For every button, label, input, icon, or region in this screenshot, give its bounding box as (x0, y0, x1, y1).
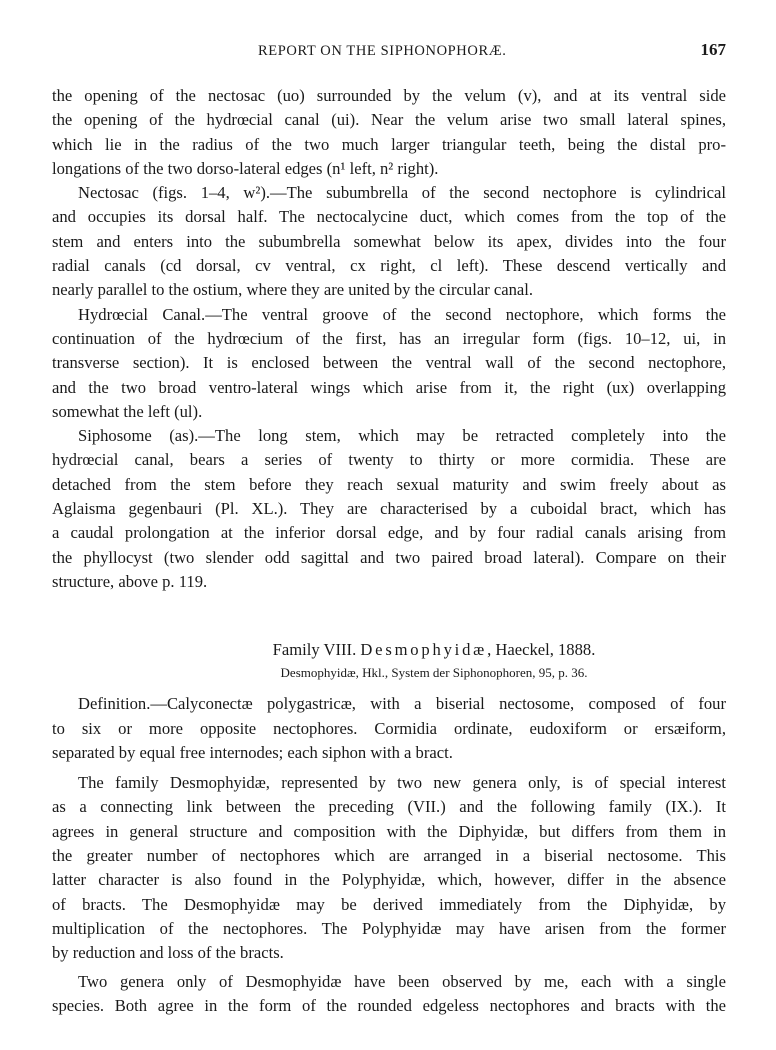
text-line: which lie in the radius of the two much larger triangular teeth, being the distal pro- (52, 134, 726, 154)
text-line: by reduction and loss of the bracts. (52, 943, 284, 963)
paragraph-hydroecial-canal (52, 303, 726, 424)
page-number: 167 (700, 40, 726, 59)
running-header (52, 40, 726, 64)
text-line: hydrœcial canal, bears a series of twenty to thirty or more cormidia. These are (52, 450, 726, 470)
paragraph-nectosac (52, 181, 726, 302)
text-line: nearly parallel to the ostium, where they are united by the circular canal. (52, 280, 534, 300)
family-heading (52, 638, 726, 662)
text-line: radial canals (cd dorsal, cv ventral, cx right, cl left). These descend vertically and (52, 256, 726, 276)
running-title: REPORT ON THE SIPHONOPHORÆ. (258, 43, 507, 59)
text-line: separated by equal free internodes; each siphon with a bract. (52, 742, 453, 762)
paragraph-family-overview (52, 771, 726, 965)
text-line: latter character is also found in the Polyphyidæ, which, however, differ in the absence (52, 870, 726, 890)
text-line: and the two broad ventro-lateral wings which arise from it, the right (ux) overlapping (52, 377, 726, 397)
text-line: to six or more opposite nectophores. Cormidia ordinate, eudoxiform or ersæiform, (52, 718, 726, 738)
text-line: structure, above p. 119. (52, 571, 208, 591)
text-line: Two genera only of Desmophyidæ have been observed by me, each with a single (78, 971, 726, 991)
body-text (52, 84, 726, 1018)
text-line: Siphosome (as).—The long stem, which may be retracted completely into the (78, 426, 726, 446)
paragraph-siphosome (52, 424, 726, 594)
family-name: Desmophyidæ (360, 640, 488, 660)
text-line: the opening of the hydrœcial canal (ui). Near the velum arise two small lateral spines, (52, 110, 726, 130)
text-line: and occupies its dorsal half. The nectocalycine duct, which comes from the top of the (52, 207, 726, 227)
family-number: Family VIII. (272, 640, 357, 660)
text-line: continuation of the hydrœcium of the first, has an irregular form (figs. 10–12, ui, in (52, 328, 726, 348)
text-line: Hydrœcial Canal.—The ventral groove of the second nectophore, which forms the (78, 304, 726, 324)
text-line: multiplication of the nectophores. The Polyphyidæ may have arisen from the former (52, 918, 726, 938)
family-author: , Haeckel, 1888. (487, 640, 596, 660)
paragraph-definition (52, 692, 726, 765)
text-line: the greater number of nectophores which are arranged in a biserial nectosome. This (52, 846, 726, 866)
text-line: species. Both agree in the form of the rounded edgeless nectophores and bracts with the (52, 995, 726, 1015)
text-line: detached from the stem before they reach sexual maturity and swim freely about as (52, 474, 726, 494)
text-line: somewhat the left (ul). (52, 401, 203, 421)
text-line: The family Desmophyidæ, represented by two new genera only, is of special interest (78, 773, 726, 793)
text-line: the phyllocyst (two slender odd sagittal and two paired broad lateral). Compare on their (52, 547, 726, 567)
text-line: Nectosac (figs. 1–4, w²).—The subumbrella of the second nectophore is cylindrical (78, 183, 726, 203)
text-line: agrees in general structure and composition with the Diphyidæ, but differs from them in (52, 821, 726, 841)
text-line: longations of the two dorso-lateral edges (n¹ left, n² right). (52, 158, 439, 178)
text-line: the opening of the nectosac (uo) surrounded by the velum (v), and at its ventral side (52, 86, 726, 105)
text-line: stem and enters into the subumbrella somewhat below its apex, divides into the four (52, 231, 726, 251)
text-line: as a connecting link between the preceding (VII.) and the following family (IX.). It (52, 797, 726, 817)
text-line: transverse section). It is enclosed between the ventral wall of the second nectophore, (52, 353, 726, 373)
text-line: a caudal prolongation at the inferior dorsal edge, and by four radial canals arising from (52, 523, 726, 543)
text-line: Aglaisma gegenbauri (Pl. XL.). They are characterised by a cuboidal bract, which has (52, 499, 726, 519)
family-citation: Desmophyidæ, Hkl., System der Siphonophoren, 95, p. 36. (280, 665, 588, 681)
paragraph-genera (52, 970, 726, 1019)
paragraph-velum (52, 84, 726, 181)
text-line: Definition.—Calyconectæ polygastricæ, with a biserial nectosome, composed of four (78, 694, 726, 714)
text-line: of bracts. The Desmophyidæ may be derived immediately from the Diphyidæ, by (52, 894, 726, 914)
